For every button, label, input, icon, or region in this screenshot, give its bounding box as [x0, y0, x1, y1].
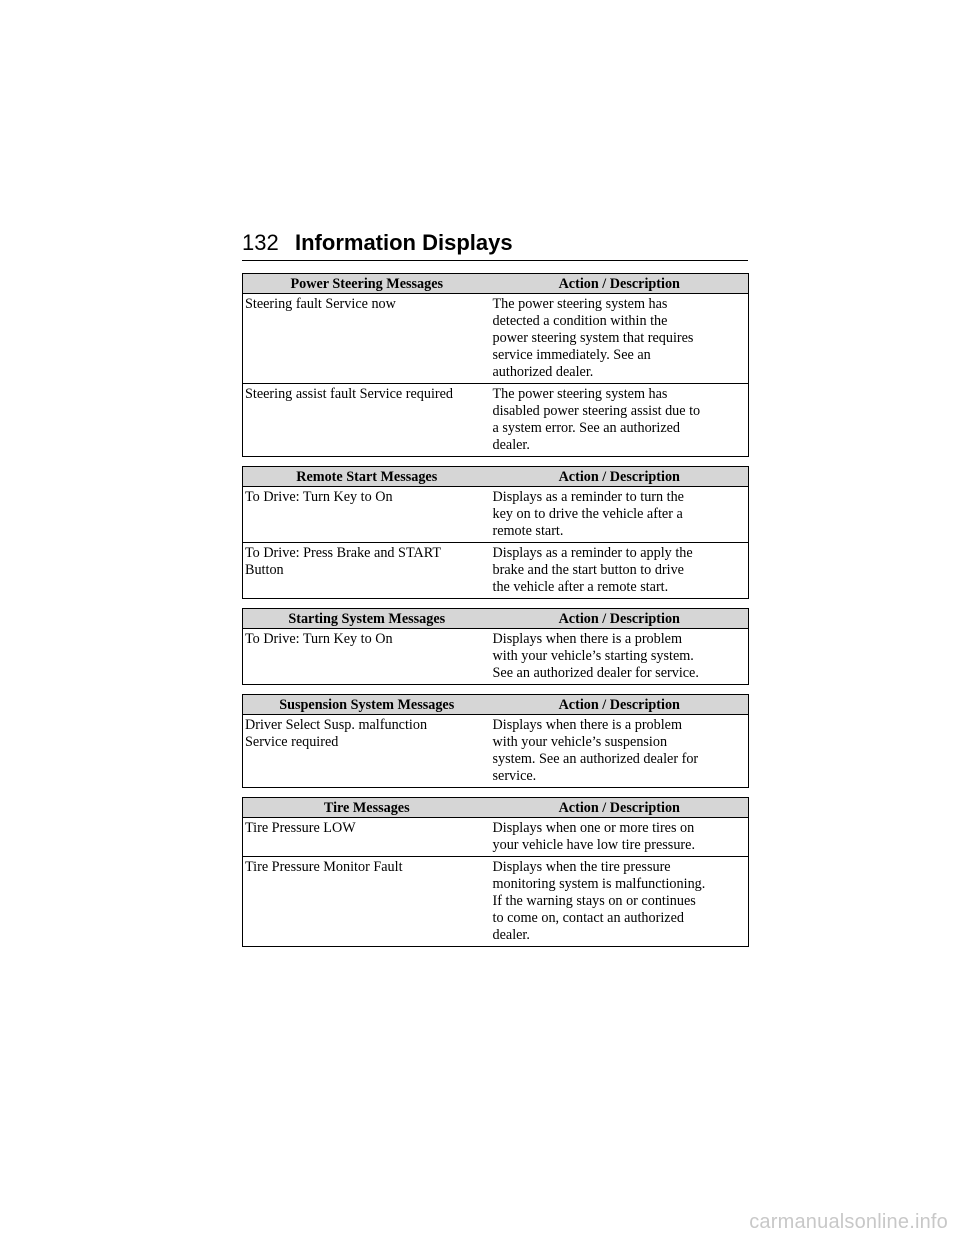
column-header-messages: Suspension System Messages	[243, 695, 491, 715]
power-steering-messages-table	[242, 273, 749, 457]
message-cell: Driver Select Susp. malfunction Service required	[243, 715, 491, 788]
description-cell: Displays as a reminder to apply the brake and the start button to drive the vehicle after a remote start.	[491, 543, 749, 599]
message-cell: Steering assist fault Service required	[243, 384, 491, 457]
column-header-messages: Starting System Messages	[243, 609, 491, 629]
description-cell: Displays when there is a problem with your vehicle’s suspension system. See an authorized dealer for service.	[491, 715, 749, 788]
description-cell: The power steering system has detected a condition within the power steering system that requires service immediately. See an authorized dealer.	[491, 294, 749, 384]
table-row	[243, 384, 749, 457]
starting-system-messages-table	[242, 608, 749, 685]
table-row	[243, 294, 749, 384]
table-row	[243, 715, 749, 788]
table-header-row	[243, 467, 749, 487]
page-number: 132	[242, 230, 279, 255]
page-header	[242, 230, 748, 261]
message-cell: To Drive: Press Brake and START Button	[243, 543, 491, 599]
message-cell: Steering fault Service now	[243, 294, 491, 384]
message-cell: Tire Pressure Monitor Fault	[243, 857, 491, 947]
table-header-row	[243, 695, 749, 715]
message-cell: To Drive: Turn Key to On	[243, 629, 491, 685]
description-cell: Displays as a reminder to turn the key on to drive the vehicle after a remote start.	[491, 487, 749, 543]
message-cell: To Drive: Turn Key to On	[243, 487, 491, 543]
section-title: Information Displays	[295, 230, 513, 255]
column-header-action: Action / Description	[491, 467, 749, 487]
column-header-messages: Remote Start Messages	[243, 467, 491, 487]
table-row	[243, 543, 749, 599]
tire-messages-table	[242, 797, 749, 947]
table-header-row	[243, 609, 749, 629]
table-row	[243, 487, 749, 543]
description-cell: Displays when one or more tires on your vehicle have low tire pressure.	[491, 818, 749, 857]
table-row	[243, 629, 749, 685]
table-row	[243, 818, 749, 857]
table-row	[243, 857, 749, 947]
description-cell: Displays when there is a problem with your vehicle’s starting system. See an authorized dealer for service.	[491, 629, 749, 685]
column-header-messages: Power Steering Messages	[243, 274, 491, 294]
suspension-system-messages-table	[242, 694, 749, 788]
table-header-row	[243, 798, 749, 818]
message-cell: Tire Pressure LOW	[243, 818, 491, 857]
table-header-row	[243, 274, 749, 294]
remote-start-messages-table	[242, 466, 749, 599]
column-header-action: Action / Description	[491, 274, 749, 294]
watermark: carmanualsonline.info	[749, 1211, 948, 1233]
message-tables	[242, 273, 748, 956]
description-cell: The power steering system has disabled power steering assist due to a system error. See an authorized dealer.	[491, 384, 749, 457]
column-header-action: Action / Description	[491, 798, 749, 818]
description-cell: Displays when the tire pressure monitoring system is malfunctioning. If the warning stays on or continues to come on, contact an authorized dealer.	[491, 857, 749, 947]
column-header-action: Action / Description	[491, 609, 749, 629]
column-header-action: Action / Description	[491, 695, 749, 715]
column-header-messages: Tire Messages	[243, 798, 491, 818]
